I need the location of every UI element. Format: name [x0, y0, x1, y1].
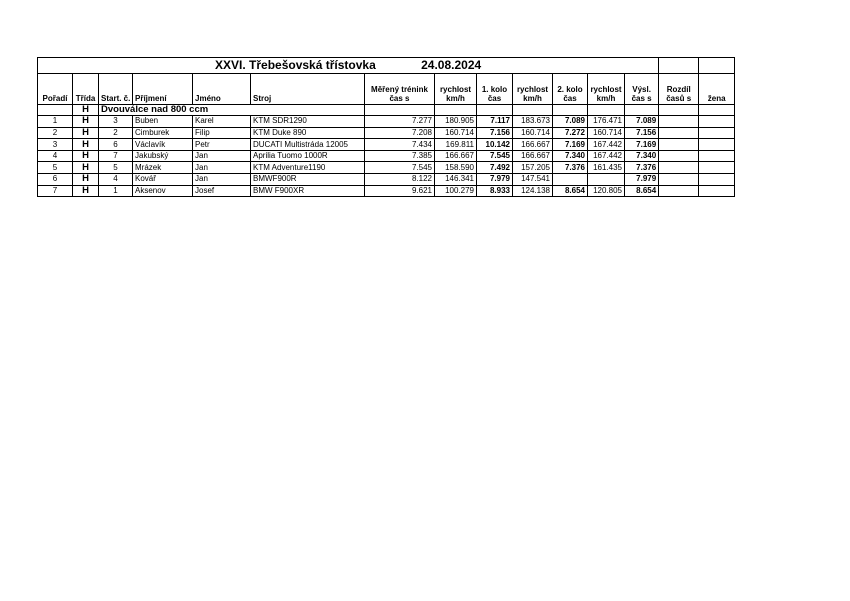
lap1-speed-cell: 157.205 — [513, 162, 553, 174]
header-lap2: 2. kolo čas — [553, 73, 588, 104]
header-training: Měřený trénink čas s — [365, 73, 435, 104]
lap2-time-cell — [553, 174, 588, 186]
woman-cell — [699, 127, 735, 139]
training-speed-cell: 169.811 — [435, 139, 477, 151]
machine-cell: KTM Adventure1190 — [251, 162, 365, 174]
header-row — [38, 73, 735, 104]
lap1-time-cell: 7.979 — [477, 174, 513, 186]
header-rank: Pořadí — [38, 73, 73, 104]
name-cell: Petr — [193, 139, 251, 151]
table-row — [38, 185, 735, 197]
rank-cell: 2 — [38, 127, 73, 139]
rank-cell: 4 — [38, 150, 73, 162]
woman-cell — [699, 139, 735, 151]
header-woman: žena — [699, 73, 735, 104]
start-number-cell: 7 — [99, 150, 133, 162]
results-sheet — [37, 57, 735, 197]
lap1-speed-cell: 183.673 — [513, 116, 553, 128]
surname-cell: Buben — [133, 116, 193, 128]
training-speed-cell: 100.279 — [435, 185, 477, 197]
training-time-cell: 7.545 — [365, 162, 435, 174]
start-number-cell: 1 — [99, 185, 133, 197]
class-cell: H — [73, 116, 99, 128]
start-number-cell: 6 — [99, 139, 133, 151]
name-cell: Jan — [193, 162, 251, 174]
name-cell: Jan — [193, 150, 251, 162]
machine-cell: KTM SDR1290 — [251, 116, 365, 128]
training-time-cell: 7.277 — [365, 116, 435, 128]
lap2-speed-cell: 176.471 — [588, 116, 625, 128]
lap1-time-cell: 7.117 — [477, 116, 513, 128]
category-row — [38, 104, 735, 116]
diff-cell — [659, 174, 699, 186]
header-lap1: 1. kolo čas — [477, 73, 513, 104]
lap1-time-cell: 7.492 — [477, 162, 513, 174]
start-number-cell: 2 — [99, 127, 133, 139]
rank-cell: 1 — [38, 116, 73, 128]
result-time-cell: 7.979 — [625, 174, 659, 186]
surname-cell: Aksenov — [133, 185, 193, 197]
header-name: Jméno — [193, 73, 251, 104]
table-row — [38, 127, 735, 139]
start-number-cell: 3 — [99, 116, 133, 128]
training-time-cell: 7.208 — [365, 127, 435, 139]
training-speed-cell: 160.714 — [435, 127, 477, 139]
start-number-cell: 5 — [99, 162, 133, 174]
result-time-cell: 7.376 — [625, 162, 659, 174]
lap1-time-cell: 7.156 — [477, 127, 513, 139]
lap1-speed-cell: 147.541 — [513, 174, 553, 186]
header-speed: rychlost km/h — [435, 73, 477, 104]
table-row — [38, 174, 735, 186]
lap1-speed-cell: 124.138 — [513, 185, 553, 197]
class-cell: H — [73, 150, 99, 162]
lap2-time-cell: 7.169 — [553, 139, 588, 151]
surname-cell: Cimburek — [133, 127, 193, 139]
table-row — [38, 139, 735, 151]
training-speed-cell: 158.590 — [435, 162, 477, 174]
name-cell: Josef — [193, 185, 251, 197]
training-speed-cell: 146.341 — [435, 174, 477, 186]
training-time-cell: 9.621 — [365, 185, 435, 197]
diff-cell — [659, 162, 699, 174]
diff-cell — [659, 150, 699, 162]
start-number-cell: 4 — [99, 174, 133, 186]
woman-cell — [699, 116, 735, 128]
diff-cell — [659, 185, 699, 197]
lap1-speed-cell: 166.667 — [513, 139, 553, 151]
page-title — [38, 58, 659, 74]
table-row — [38, 116, 735, 128]
lap1-speed-cell: 166.667 — [513, 150, 553, 162]
name-cell: Filip — [193, 127, 251, 139]
woman-cell — [699, 150, 735, 162]
results-rows — [38, 116, 735, 197]
header-surname: Příjmení — [133, 73, 193, 104]
diff-cell — [659, 127, 699, 139]
rank-cell: 7 — [38, 185, 73, 197]
lap2-speed-cell: 120.805 — [588, 185, 625, 197]
lap2-speed-cell: 167.442 — [588, 139, 625, 151]
class-cell: H — [73, 127, 99, 139]
surname-cell: Mrázek — [133, 162, 193, 174]
header-start: Start. č. — [99, 73, 133, 104]
event-title: XXVI. Třebešovská třístovka — [215, 58, 376, 73]
diff-cell — [659, 116, 699, 128]
result-time-cell: 7.169 — [625, 139, 659, 151]
surname-cell: Jakubský — [133, 150, 193, 162]
header-diff: Rozdíl časů s — [659, 73, 699, 104]
result-time-cell: 7.089 — [625, 116, 659, 128]
lap1-speed-cell: 160.714 — [513, 127, 553, 139]
woman-cell — [699, 174, 735, 186]
woman-cell — [699, 185, 735, 197]
training-time-cell: 8.122 — [365, 174, 435, 186]
lap2-speed-cell: 160.714 — [588, 127, 625, 139]
training-speed-cell: 166.667 — [435, 150, 477, 162]
lap2-speed-cell: 167.442 — [588, 150, 625, 162]
class-cell: H — [73, 185, 99, 197]
result-time-cell: 8.654 — [625, 185, 659, 197]
results-table — [37, 57, 735, 197]
training-time-cell: 7.434 — [365, 139, 435, 151]
name-cell: Jan — [193, 174, 251, 186]
category-label: Dvouválce nad 800 ccm — [99, 104, 365, 116]
training-speed-cell: 180.905 — [435, 116, 477, 128]
result-time-cell: 7.156 — [625, 127, 659, 139]
table-row — [38, 150, 735, 162]
woman-cell — [699, 162, 735, 174]
header-result: Výsl. čas s — [625, 73, 659, 104]
header-class: Třída — [73, 73, 99, 104]
surname-cell: Václavík — [133, 139, 193, 151]
lap1-time-cell: 8.933 — [477, 185, 513, 197]
lap1-time-cell: 7.545 — [477, 150, 513, 162]
header-speed2: rychlost km/h — [588, 73, 625, 104]
lap1-time-cell: 10.142 — [477, 139, 513, 151]
diff-cell — [659, 139, 699, 151]
lap2-time-cell: 7.340 — [553, 150, 588, 162]
class-cell: H — [73, 162, 99, 174]
training-time-cell: 7.385 — [365, 150, 435, 162]
category-class: H — [73, 104, 99, 116]
lap2-speed-cell: 161.435 — [588, 162, 625, 174]
machine-cell: BMW F900XR — [251, 185, 365, 197]
rank-cell: 3 — [38, 139, 73, 151]
lap2-time-cell: 7.272 — [553, 127, 588, 139]
class-cell: H — [73, 139, 99, 151]
result-time-cell: 7.340 — [625, 150, 659, 162]
rank-cell: 5 — [38, 162, 73, 174]
class-cell: H — [73, 174, 99, 186]
rank-cell: 6 — [38, 174, 73, 186]
event-date: 24.08.2024 — [421, 58, 482, 73]
machine-cell: Aprilia Tuomo 1000R — [251, 150, 365, 162]
lap2-time-cell: 7.089 — [553, 116, 588, 128]
header-machine: Stroj — [251, 73, 365, 104]
surname-cell: Kovář — [133, 174, 193, 186]
header-speed1: rychlost km/h — [513, 73, 553, 104]
machine-cell: KTM Duke 890 — [251, 127, 365, 139]
machine-cell: BMWF900R — [251, 174, 365, 186]
lap2-time-cell: 7.376 — [553, 162, 588, 174]
lap2-speed-cell — [588, 174, 625, 186]
lap2-time-cell: 8.654 — [553, 185, 588, 197]
title-row — [38, 58, 735, 74]
machine-cell: DUCATI Multistráda 12005 — [251, 139, 365, 151]
name-cell: Karel — [193, 116, 251, 128]
table-row — [38, 162, 735, 174]
